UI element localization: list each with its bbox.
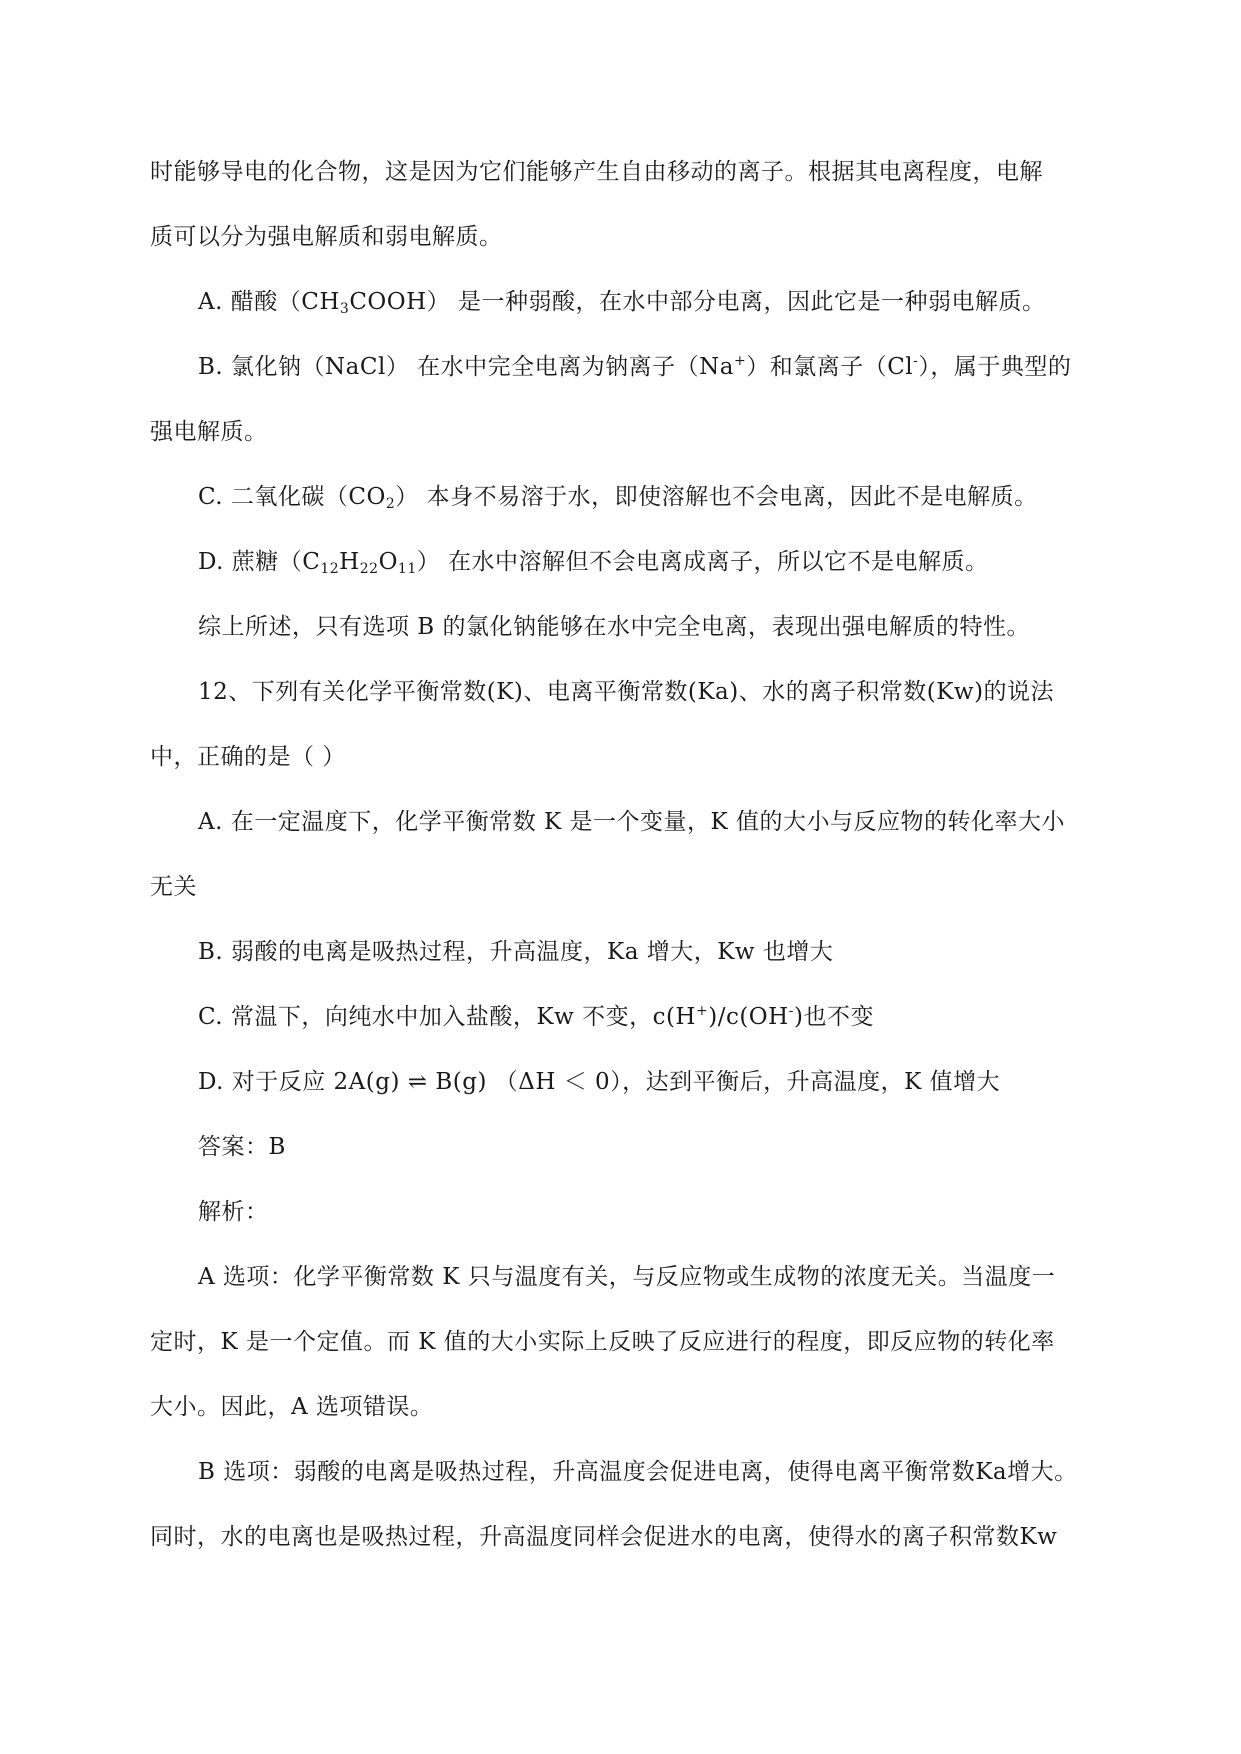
question-12-option-d: D. 对于反应 2A(g) ⇌ B(g) （ΔH ＜ 0），达到平衡后，升高温度，K 值增大 — [198, 1069, 1001, 1095]
question-12-stem-line-1: 12、下列有关化学平衡常数(K)、电离平衡常数(Ka)、水的离子积常数(Kw)的说法 — [198, 679, 1055, 705]
question-12-analysis-label: 解析： — [198, 1199, 269, 1225]
analysis-b-line-2: 同时，水的电离也是吸热过程，升高温度同样会促进水的电离，使得水的离子积常数Kw — [150, 1524, 1058, 1550]
question-12-option-a-line-1: A. 在一定温度下，化学平衡常数 K 是一个变量，K 值的大小与反应物的转化率大小 — [198, 809, 1066, 835]
prev-option-d: D. 蔗糖$(C_{12}H_{22}O_{11})$ 在水中溶解但不会电离成离子，所以它不是电解质。 — [198, 549, 989, 577]
analysis-a-line-2: 定时，K 是一个定值。而 K 值的大小实际上反映了反应进行的程度，即反应物的转化率 — [150, 1329, 1055, 1355]
intro-line-1: 时能够导电的化合物，这是因为它们能够产生自由移动的离子。根据其电离程度，电解 — [150, 159, 1043, 185]
prev-option-a: A. 醋酸$(CH_3COOH)$ 是一种弱酸，在水中部分电离，因此它是一种弱电解质。 — [198, 289, 1046, 317]
prev-option-b-line-2: 强电解质。 — [150, 419, 268, 445]
prev-option-b-line-1: B. 氯化钠（NaCl） 在水中完全电离为钠离子（Na+）和氯离子（Cl-），属于典型的 — [198, 353, 1072, 380]
question-12-option-c: C. 常温下，向纯水中加入盐酸，Kw 不变，c(H+)/c(OH-)也不变 — [198, 1003, 874, 1030]
question-12-option-a-line-2: 无关 — [150, 874, 197, 900]
question-12-stem-line-2: 中，正确的是（ ） — [150, 744, 346, 770]
analysis-a-line-1: A 选项：化学平衡常数 K 只与温度有关，与反应物或生成物的浓度无关。当温度一 — [198, 1264, 1056, 1290]
prev-option-c: C. 二氧化碳$(CO_2)$ 本身不易溶于水，即使溶解也不会电离，因此不是电解质。 — [198, 484, 1038, 512]
question-12-answer: 答案：B — [198, 1134, 286, 1160]
analysis-a-line-3: 大小。因此，A 选项错误。 — [150, 1394, 434, 1420]
document-page — [150, 140, 1090, 1570]
question-12-option-b: B. 弱酸的电离是吸热过程，升高温度，Ka 增大，Kw 也增大 — [198, 939, 834, 965]
analysis-b-line-1: B 选项：弱酸的电离是吸热过程，升高温度会促进电离，使得电离平衡常数Ka增大。 — [198, 1459, 1078, 1485]
intro-line-2: 质可以分为强电解质和弱电解质。 — [150, 224, 503, 250]
prev-summary: 综上所述，只有选项 B 的氯化钠能够在水中完全电离，表现出强电解质的特性。 — [198, 614, 1031, 640]
